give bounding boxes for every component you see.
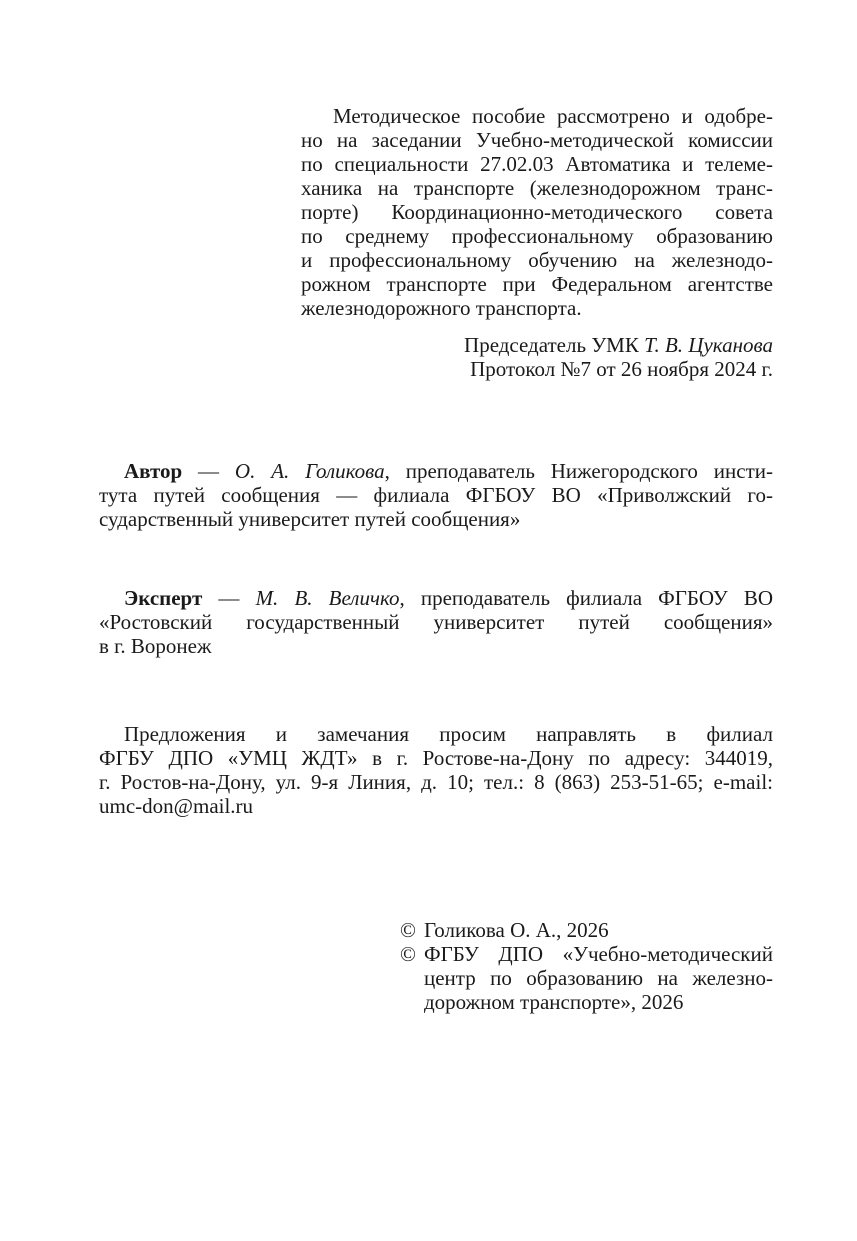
chair-name: Т. В. Цуканова <box>644 333 773 357</box>
approval-line: Методическое пособие рассмотрено и одобре- <box>333 104 773 128</box>
copyright-icon: © <box>400 918 416 942</box>
author-text: , преподаватель Нижегородского инсти- <box>384 459 773 483</box>
approval-block <box>301 104 773 320</box>
feedback-block <box>99 722 773 818</box>
copyright-block <box>400 918 773 1014</box>
copyright-item <box>400 918 773 942</box>
approval-line: железнодорожного транспорта. <box>301 296 582 320</box>
author-line: сударственный университет путей сообщения» <box>99 507 521 531</box>
approval-line: ханика на транспорте (железнодорожном транс- <box>301 176 773 200</box>
feedback-line: umc-don@mail.ru <box>99 794 254 818</box>
author-line <box>99 459 773 483</box>
author-label: Автор <box>124 459 183 483</box>
author-name: О. А. Голикова <box>234 459 385 483</box>
approval-line: и профессиональному обучению на железнодо- <box>301 248 773 272</box>
expert-text: , преподаватель филиала ФГБОУ ВО <box>399 586 773 610</box>
approval-line: по среднему профессиональному образованию <box>301 224 773 248</box>
copyright-line: дорожном транспорте», 2026 <box>424 990 684 1014</box>
feedback-line: Предложения и замечания просим направлять в филиал <box>124 722 773 746</box>
author-dash: — <box>182 459 235 483</box>
copyright-item <box>400 942 773 1014</box>
chair-label: Председатель УМК <box>464 333 639 357</box>
copyright-text: Голикова О. А., 2026 <box>424 918 609 942</box>
approval-line: порте) Координационно-методического совета <box>301 200 773 224</box>
author-line: тута путей сообщения — филиала ФГБОУ ВО «Приволжский го- <box>99 483 773 507</box>
copyright-text <box>424 942 773 1014</box>
copyright-icon: © <box>400 942 416 966</box>
feedback-line: г. Ростов-на-Дону, ул. 9-я Линия, д. 10; тел.: 8 (863) 253-51-65; e-mail: <box>99 770 773 794</box>
expert-dash: — <box>202 586 256 610</box>
expert-line <box>99 586 773 610</box>
copyright-line: центр по образованию на железно- <box>424 966 773 990</box>
approval-line: по специальности 27.02.03 Автоматика и телеме- <box>301 152 773 176</box>
expert-name: М. В. Величко <box>255 586 400 610</box>
approval-line: но на заседании Учебно-методической комиссии <box>301 128 773 152</box>
protocol-line: Протокол №7 от 26 ноября 2024 г. <box>470 357 773 381</box>
expert-block <box>99 586 773 658</box>
chair-line <box>301 333 773 357</box>
expert-label: Эксперт <box>124 586 203 610</box>
feedback-line: ФГБУ ДПО «УМЦ ЖДТ» в г. Ростове-на-Дону по адресу: 344019, <box>99 746 773 770</box>
expert-line: «Ростовский государственный университет путей сообщения» <box>99 610 773 634</box>
approval-signature <box>301 333 773 381</box>
expert-line: в г. Воронеж <box>99 634 212 658</box>
copyright-line: ФГБУ ДПО «Учебно-методический <box>424 942 773 966</box>
author-block <box>99 459 773 531</box>
approval-line: рожном транспорте при Федеральном агентстве <box>301 272 773 296</box>
